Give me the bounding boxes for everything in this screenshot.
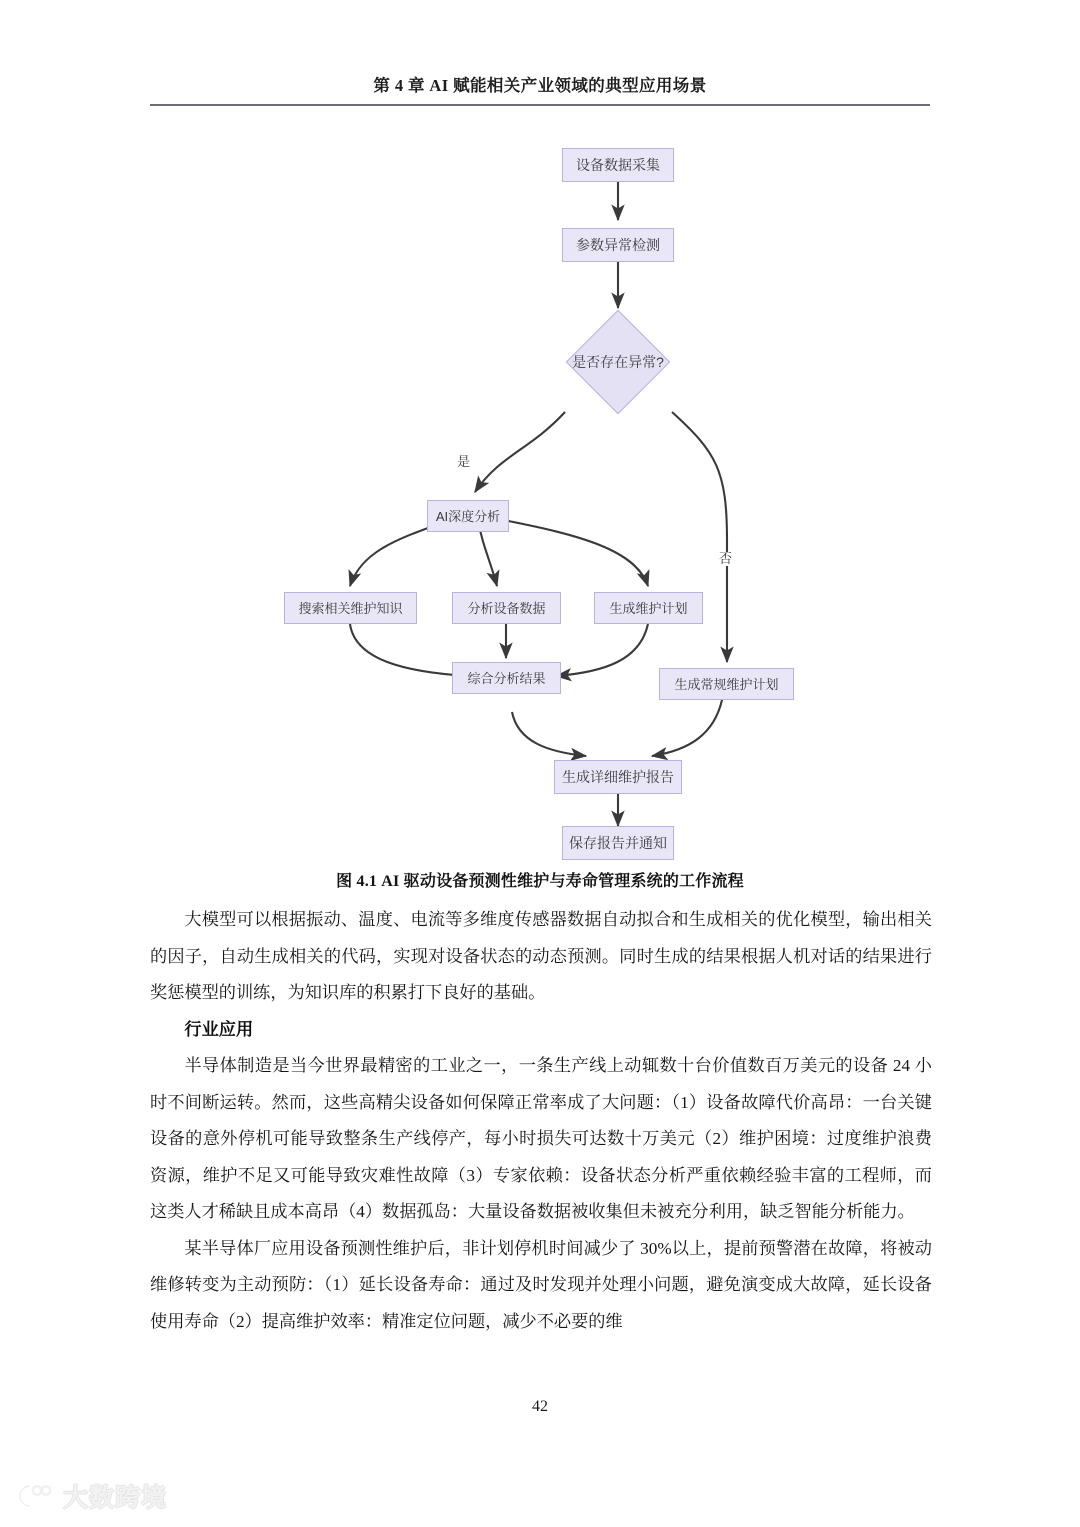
paragraph-2: 半导体制造是当今世界最精密的工业之一，一条生产线上动辄数十台价值数百万美元的设备 24 小时不间断运转。然而，这些高精尖设备如何保障正常率成了大问题：（1）设备故障代价高昂：一台关键设备的意外停机可能导致整条生产线停产，每小时损失可达数十万美元（2）维护困境：过度维护浪费资源，维护不足又可能导致灾难性故障（3）专家依赖：设备状态分析严重依赖经验丰富的工程师，而这类人才稀缺且成本高昂（4）数据孤岛：大量设备数据被收集但未被充分利用，缺乏智能分析能力。 xyxy=(150,1056,932,1221)
flow-node-ai-analysis xyxy=(427,500,509,532)
page-number: 42 xyxy=(532,1398,548,1415)
watermark-logo-icon xyxy=(14,1483,54,1509)
flow-node-analyze-data xyxy=(452,592,561,624)
watermark xyxy=(14,1478,167,1514)
flow-node-analyze-data-label: 分析设备数据 xyxy=(467,600,546,616)
running-header xyxy=(150,72,930,106)
body-text xyxy=(150,902,932,1340)
flow-node-detect xyxy=(562,228,674,262)
flow-node-routine-plan xyxy=(659,668,794,700)
flow-node-collect xyxy=(562,148,674,182)
edge-label-yes: 是 xyxy=(457,454,471,469)
flow-node-synthesize xyxy=(452,662,561,694)
flow-node-synthesize-label: 综合分析结果 xyxy=(467,670,546,686)
flow-node-generate-plan-label: 生成维护计划 xyxy=(609,600,688,616)
watermark-text: 大数跨境 xyxy=(63,1483,168,1512)
flowchart-edges xyxy=(0,120,1080,860)
header-divider xyxy=(150,104,930,106)
flow-node-save-notify xyxy=(562,826,674,860)
paragraph-1: 大模型可以根据振动、温度、电流等多维度传感器数据自动拟合和生成相关的优化模型，输出相关的因子，自动生成相关的代码，实现对设备状态的动态预测。同时生成的结果根据人机对话的结果进行奖惩模型的训练，为知识库的积累打下良好的基础。 xyxy=(150,910,932,1002)
flow-node-search-knowledge-label: 搜索相关维护知识 xyxy=(298,600,403,616)
flow-node-routine-plan-label: 生成常规维护计划 xyxy=(674,676,779,692)
flowchart-figure xyxy=(0,120,1080,860)
flow-node-ai-analysis-label: AI深度分析 xyxy=(435,508,501,524)
edge-label-no: 否 xyxy=(719,551,733,566)
subheading-industry-application: 行业应用 xyxy=(184,1019,254,1039)
chapter-title: 第 4 章 AI 赋能相关产业领域的典型应用场景 xyxy=(373,76,707,95)
figure-caption: 图 4.1 AI 驱动设备预测性维护与寿命管理系统的工作流程 xyxy=(336,873,744,890)
flow-node-detect-label: 参数异常检测 xyxy=(576,237,660,253)
flow-node-search-knowledge xyxy=(284,592,417,624)
flow-node-detail-report-label: 生成详细维护报告 xyxy=(562,769,674,785)
flow-node-decision-label: 是否存在异常? xyxy=(572,354,664,370)
flow-node-detail-report xyxy=(554,760,682,794)
flow-node-generate-plan xyxy=(594,592,703,624)
flow-node-save-notify-label: 保存报告并通知 xyxy=(569,835,667,851)
flow-node-collect-label: 设备数据采集 xyxy=(576,157,660,173)
paragraph-3: 某半导体厂应用设备预测性维护后，非计划停机时间减少了 30%以上，提前预警潜在故障，将被动维修转变为主动预防：（1）延长设备寿命：通过及时发现并处理小问题，避免演变成大故障，延长设备使用寿命（2）提高维护效率：精准定位问题，减少不必要的维 xyxy=(150,1238,932,1331)
